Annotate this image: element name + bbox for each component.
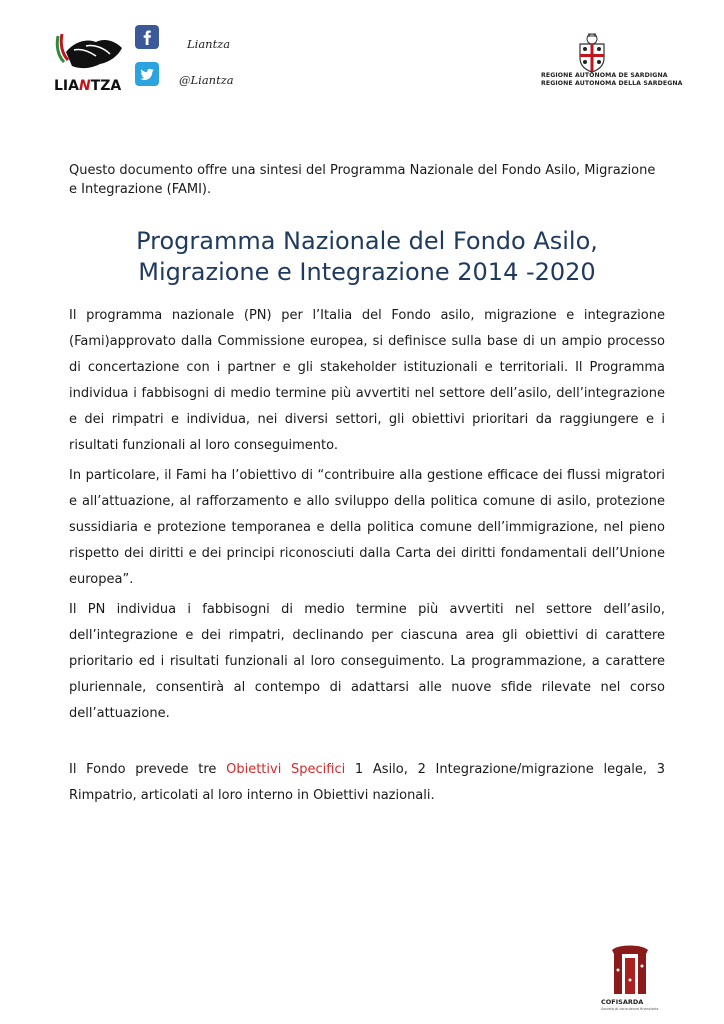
paragraph-3: Il PN individua i fabbisogni di medio termine più avvertiti nel settore dell’asilo, dell’integrazione e dei rimpatri, declinando per ciascuna area gli obiettivi di carattere prioritario ed i risultati funzionali al loro conseguimento. La programmazione, a carattere pluriennale, consentirà al contempo di adattarsi alle nuove sfide rilevate nel corso dell’attuazione. [69, 602, 665, 721]
region-name-sardinian: REGIONE AUTÒNOMA DE SARDIGNA [541, 72, 668, 79]
facebook-icon[interactable] [135, 25, 159, 49]
logo-text-accent: N [78, 78, 91, 94]
sardinia-crest-icon [570, 30, 614, 74]
facebook-label[interactable]: Liantza [187, 37, 231, 51]
title-line-1: Programma Nazionale del Fondo Asilo, [136, 227, 598, 255]
page-title [69, 226, 665, 288]
intro-text: Questo documento offre una sintesi del Programma Nazionale del Fondo Asilo, Migrazione e Integrazione (FAMI). [69, 163, 656, 197]
logo-text-left: LIA [54, 78, 79, 94]
twitter-glyph [135, 62, 159, 86]
facebook-glyph [135, 25, 159, 49]
p4-before: Il Fondo prevede tre [69, 762, 227, 777]
paragraph-1: Il programma nazionale (PN) per l’Italia del Fondo asilo, migrazione e integrazione (Fami)approvato dalla Commissione europea, si definisce sulla base di un ampio processo di concertazione con i partner e gli stakeholder istituzionali e territoriali. Il Programma individua i fabbisogni di medio termine più avvertiti nel settore dell’asilo, dell’integrazione e dei rimpatri e individua, nei diversi settori, gli obiettivi prioritari da raggiungere e i risultati funzionali al loro conseguimento. [69, 308, 665, 453]
cofisarda-label: COFISARDA [601, 998, 644, 1006]
cofisarda-subtitle: Società di consulenza finanziaria [601, 1007, 659, 1011]
twitter-icon[interactable] [135, 62, 159, 86]
paragraph-4 [69, 757, 665, 809]
title-line-2: Migrazione e Integrazione 2014 -2020 [138, 258, 596, 286]
region-name-italian: REGIONE AUTONOMA DELLA SARDEGNA [541, 80, 683, 87]
logo-text-right: TZA [90, 78, 122, 94]
obiettivi-specifici-link[interactable]: Obiettivi Specifici [226, 762, 346, 777]
p4-after: 1 Asilo, 2 Integrazione/migrazione legale, 3 Rimpatrio, articolati al loro interno in Obiettivi nazionali. [69, 762, 666, 803]
cofisarda-logo-icon [604, 940, 656, 998]
liantza-logo-text [54, 78, 121, 94]
paragraph-2: In particolare, il Fami ha l’obiettivo di “contribuire alla gestione efficace dei flussi migratori e all’attuazione, al rafforzamento e allo sviluppo della politica comune di asilo, protezione sussidiaria e protezione temporanea e della politica comune dell’immigrazione, nel pieno rispetto dei diritti e dei principi riconosciuti dalla Carta dei diritti fondamentali dell’Unione europea”. [69, 468, 665, 587]
twitter-label[interactable]: @Liantza [179, 73, 234, 87]
